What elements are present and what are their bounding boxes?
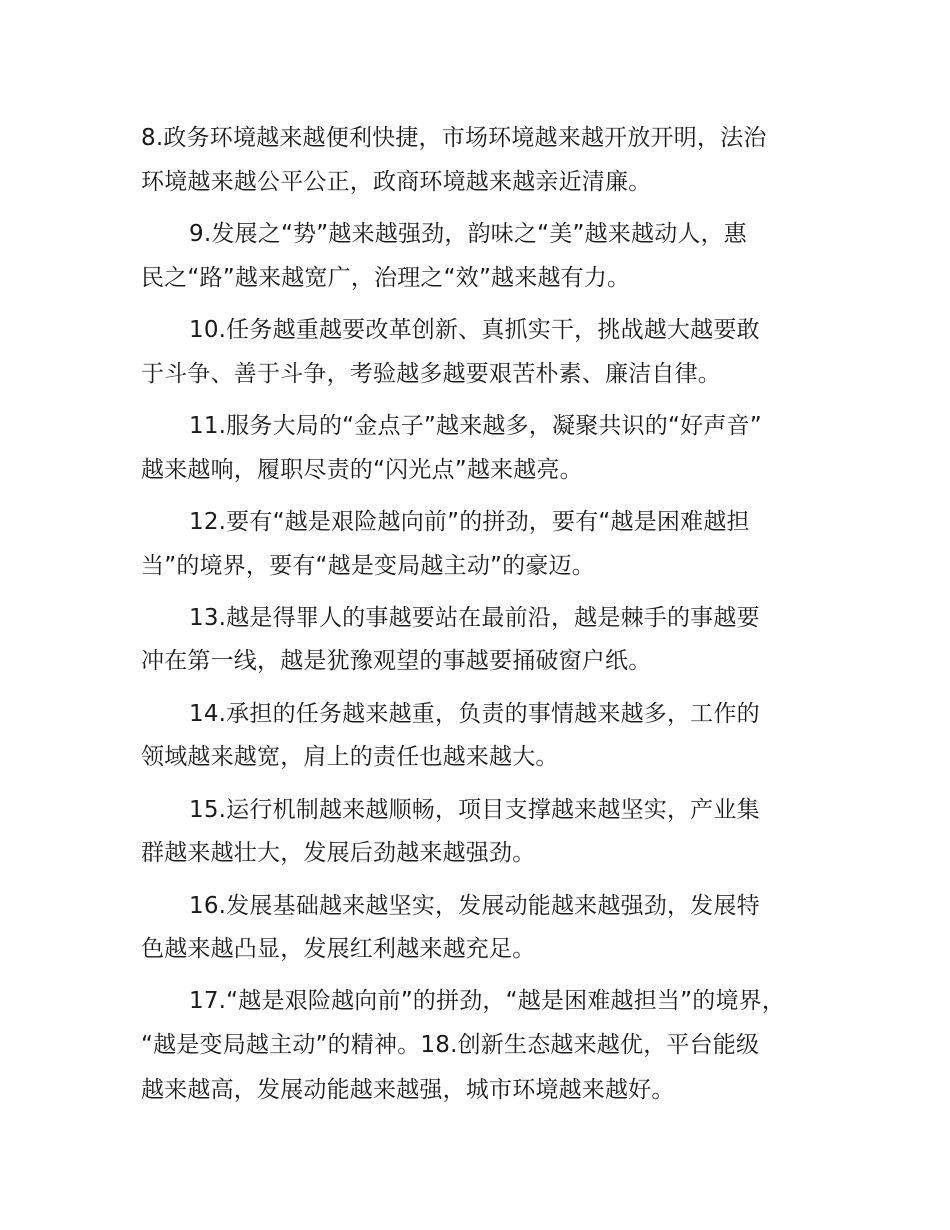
paragraph-12-line-2: 当”的境界，要有“越是变局越主动”的豪迈。 bbox=[141, 553, 595, 579]
paragraph-10-line-2: 于斗争、善于斗争，考验越多越要艰苦朴素、廉洁自律。 bbox=[141, 361, 721, 387]
paragraph-11-line-2: 越来越响，履职尽责的“闪光点”越来越亮。 bbox=[141, 457, 583, 483]
paragraph-14-line-2: 领域越来越宽，肩上的责任也越来越大。 bbox=[141, 744, 559, 770]
paragraph-12-line-1: 12.要有“越是艰险越向前”的拼劲，要有“越是困难越担 bbox=[189, 509, 750, 535]
paragraph-13-line-1: 13.越是得罪人的事越要站在最前沿，越是棘手的事越要 bbox=[189, 605, 760, 631]
paragraph-17-18-line-2: “越是变局越主动”的精神。18.创新生态越来越优，平台能级 bbox=[141, 1032, 760, 1058]
paragraph-16-line-1: 16.发展基础越来越坚实，发展动能越来越强劲，发展特 bbox=[189, 893, 760, 919]
paragraph-9-line-2: 民之“路”越来越宽广，治理之“效”越来越有力。 bbox=[141, 265, 631, 291]
paragraph-18-line-3: 越来越高，发展动能越来越强，城市环境越来越好。 bbox=[141, 1077, 675, 1103]
paragraph-13-line-2: 冲在第一线，越是犹豫观望的事越要捅破窗户纸。 bbox=[141, 648, 652, 674]
paragraph-11-line-1: 11.服务大局的“金点子”越来越多，凝聚共识的“好声音” bbox=[189, 413, 762, 439]
paragraph-15-line-2: 群越来越壮大，发展后劲越来越强劲。 bbox=[141, 840, 536, 866]
paragraph-9-line-1: 9.发展之“势”越来越强劲，韵味之“美”越来越动人，惠 bbox=[189, 221, 748, 247]
paragraph-16-line-2: 色越来越凸显，发展红利越来越充足。 bbox=[141, 936, 536, 962]
paragraph-8-line-1: 8.政务环境越来越便利快捷，市场环境越来越开放开明，法治 bbox=[141, 125, 767, 151]
paragraph-10-line-1: 10.任务越重越要改革创新、真抓实干，挑战越大越要敢 bbox=[189, 317, 760, 343]
paragraph-8-line-2: 环境越来越公平公正，政商环境越来越亲近清廉。 bbox=[141, 169, 652, 195]
paragraph-14-line-1: 14.承担的任务越来越重，负责的事情越来越多，工作的 bbox=[189, 701, 760, 727]
paragraph-15-line-1: 15.运行机制越来越顺畅，项目支撑越来越坚实，产业集 bbox=[189, 797, 760, 823]
paragraph-17-line-1: 17.“越是艰险越向前”的拼劲，“越是困难越担当”的境界， bbox=[189, 988, 786, 1014]
